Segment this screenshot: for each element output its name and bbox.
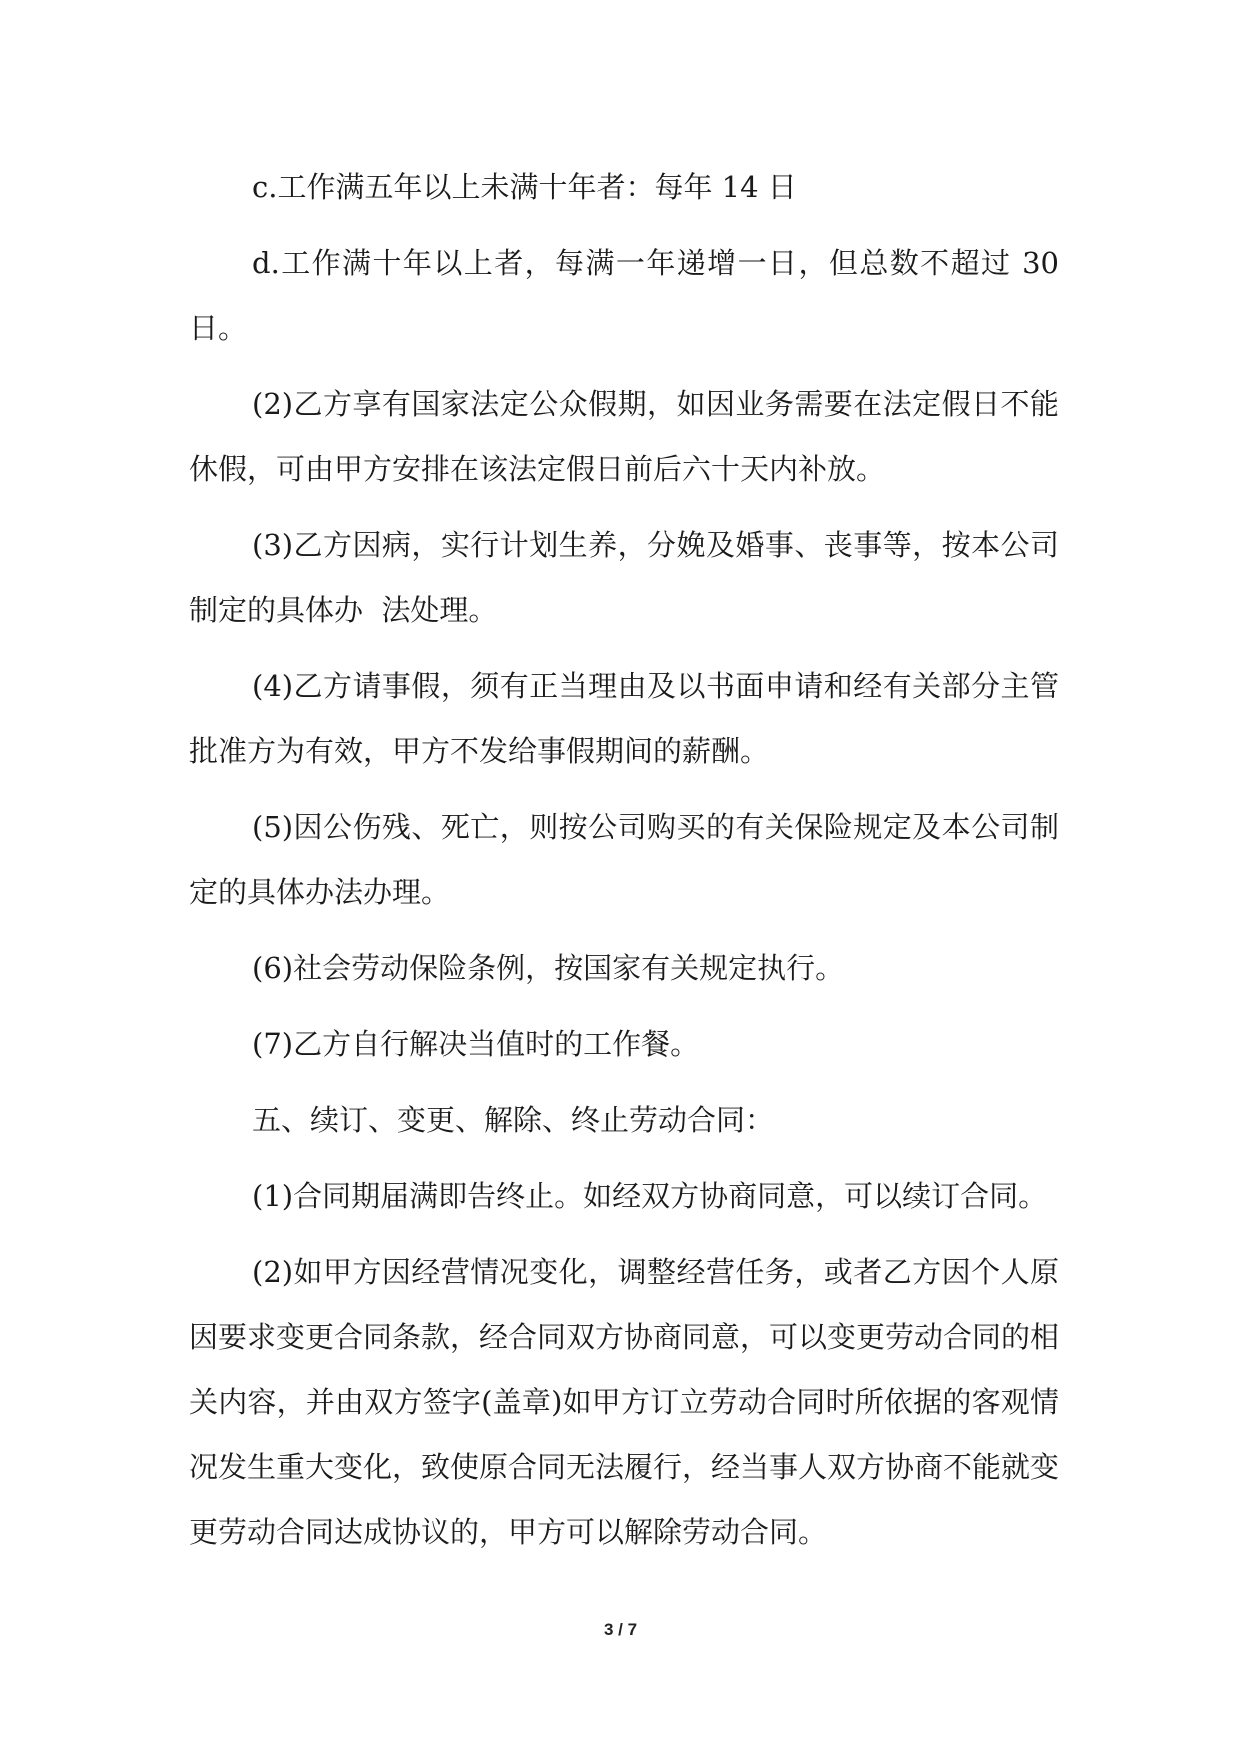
paragraph-work-injury: (5)因公伤残、死亡，则按公司购买的有关保险规定及本公司制定的具体办法办理。 <box>189 810 1059 909</box>
paragraph-sick-maternity-leave: (3)乙方因病，实行计划生养，分娩及婚事、丧事等，按本公司制定的具体办 法处理。 <box>189 528 1059 627</box>
page-number: 3 / 7 <box>603 1620 638 1639</box>
document-body <box>189 155 1069 1576</box>
section-heading-contract-changes: 五、续订、变更、解除、终止劳动合同： <box>252 1103 775 1137</box>
paragraph-annual-leave-c: c.工作满五年以上未满十年者：每年 14 日 <box>252 170 797 204</box>
paragraph-personal-leave: (4)乙方请事假，须有正当理由及以书面申请和经有关部分主管批准方为有效，甲方不发给事假期间的薪酬。 <box>189 669 1059 768</box>
paragraph-social-insurance: (6)社会劳动保险条例，按国家有关规定执行。 <box>252 951 845 985</box>
paragraph-public-holidays: (2)乙方享有国家法定公众假期，如因业务需要在法定假日不能休假，可由甲方安排在该法定假日前后六十天内补放。 <box>189 387 1059 486</box>
paragraph-annual-leave-d: d.工作满十年以上者，每满一年递增一日，但总数不超过 30 日。 <box>189 246 1069 345</box>
paragraph-contract-expiry: (1)合同期届满即告终止。如经双方协商同意，可以续订合同。 <box>252 1179 1048 1213</box>
paragraph-contract-modification: (2)如甲方因经营情况变化，调整经营任务，或者乙方因个人原因要求变更合同条款，经合同双方协商同意，可以变更劳动合同的相关内容，并由双方签字(盖章)如甲方订立劳动合同时所依据的客观情况发生重大变化，致使原合同无法履行，经当事人双方协商不能就变更劳动合同达成协议的，甲方可以解除劳动合同。 <box>189 1255 1060 1549</box>
paragraph-work-meals: (7)乙方自行解决当值时的工作餐。 <box>252 1027 700 1061</box>
